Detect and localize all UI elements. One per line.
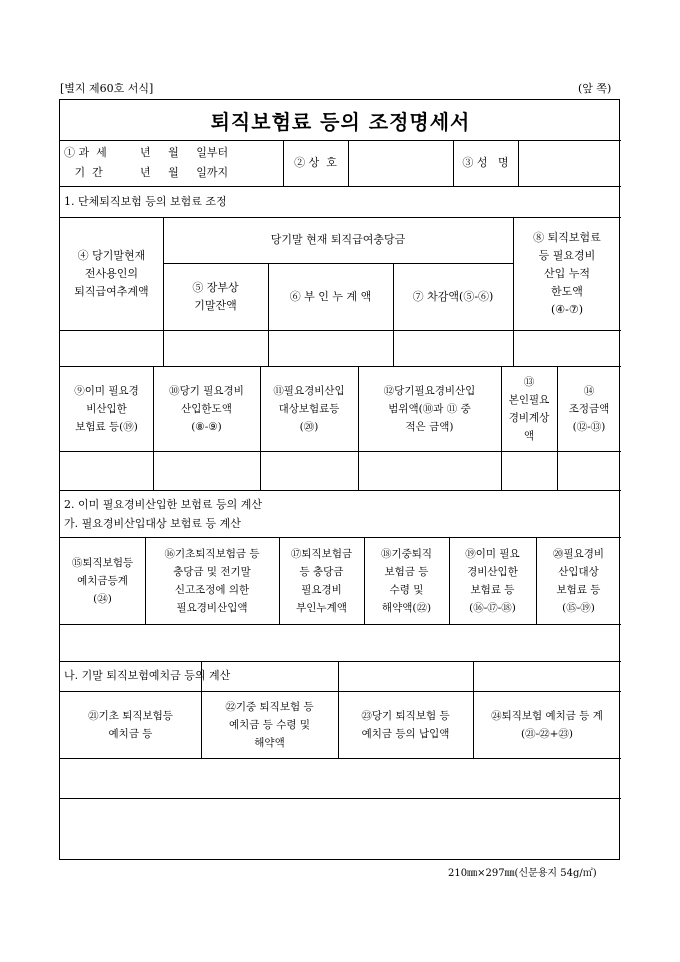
col7-value[interactable] <box>393 330 513 366</box>
reserve-group-header: 당기말 현재 퇴직급여충당금 <box>270 233 406 246</box>
col16-header: ⑯기초퇴직보험금 등 충당금 및 전기말 신고조정에 의한 필요경비산입액 <box>164 547 260 614</box>
col9-header: ⑨이미 필요경 비산입한 보험료 등(⑲) <box>74 384 139 433</box>
form-table <box>59 99 620 860</box>
company-label: ② 상 호 <box>294 156 337 169</box>
col23-value[interactable] <box>338 758 473 798</box>
section2b-title: 나. 기말 퇴직보험예치금 등의 계산 <box>64 669 231 682</box>
col18-header: ⑱기중퇴직 보험금 등 수령 및 해약액(㉒) <box>380 547 433 614</box>
col10-header: ⑩당기 필요경비 산입한도액 (⑧-⑨) <box>169 384 244 433</box>
col11-value[interactable] <box>260 451 358 490</box>
col24-value[interactable] <box>473 758 621 798</box>
col10-value[interactable] <box>153 451 260 490</box>
col4-header: ④ 당기말현재 전사용인의 퇴직급여추계액 <box>74 248 149 298</box>
page-side: (앞 쪽) <box>578 82 612 95</box>
col17-value[interactable] <box>279 624 364 661</box>
col7-header: ⑦ 차감액(⑤-⑥) <box>412 289 494 303</box>
tax-period-label: ① 과 세 기 간 <box>64 146 107 179</box>
col4-value[interactable] <box>60 330 163 366</box>
name-field[interactable] <box>518 140 621 186</box>
col13-value[interactable] <box>501 451 557 490</box>
col20-value[interactable] <box>536 624 621 661</box>
col12-header: ⑫당기필요경비산입 범위액(⑩과 ⑪ 중 적은 금액) <box>383 384 476 433</box>
col15-value[interactable] <box>60 624 145 661</box>
col6-header: ⑥ 부 인 누 계 액 <box>289 289 372 303</box>
col13-header: ⑬ 본인필요 경비계상 액 <box>508 375 550 442</box>
section2a-title: 가. 필요경비산입대상 보험료 등 계산 <box>64 516 241 530</box>
tax-period-dates: 년 월 일부터 년 월 일까지 <box>140 146 229 179</box>
col12-value[interactable] <box>358 451 501 490</box>
col14-value[interactable] <box>557 451 621 490</box>
col22-value[interactable] <box>201 758 338 798</box>
blank-area <box>60 798 621 860</box>
col5-value[interactable] <box>163 330 268 366</box>
col9-value[interactable] <box>60 451 153 490</box>
col19-value[interactable] <box>449 624 536 661</box>
col6-value[interactable] <box>268 330 393 366</box>
col22-header: ㉒기중 퇴직보험 등 예치금 등 수령 및 해약액 <box>225 700 314 749</box>
company-field[interactable] <box>348 140 453 186</box>
col19-header: ⑲이미 필요 경비산입한 보험료 등 (⑯-⑰-⑱) <box>465 547 520 614</box>
section2-title: 2. 이미 필요경비산입한 보험료 등의 계산 <box>64 497 262 511</box>
form-number: [별지 제60호 서식] <box>60 82 154 95</box>
col5-header: ⑤ 장부상 기말잔액 <box>192 280 239 312</box>
col21-header: ㉑기초 퇴직보험등 예치금 등 <box>88 709 173 740</box>
col8-value[interactable] <box>513 330 621 366</box>
name-label: ③ 성 명 <box>462 156 509 169</box>
form-title: 퇴직보험료 등의 조정명세서 <box>210 109 471 134</box>
col24-header: ㉔퇴직보험 예치금 등 계 (㉑-㉒+㉓) <box>491 709 603 740</box>
paper-size: 210㎜×297㎜(신문용지 54g/㎡) <box>448 868 597 879</box>
section2-titles <box>60 490 621 537</box>
col18-value[interactable] <box>364 624 449 661</box>
col15-header: ⑮퇴직보험등 예치금등계 (㉔) <box>71 556 134 605</box>
col23-header: ㉓당기 퇴직보험 등 예치금 등의 납입액 <box>361 709 450 740</box>
col17-header: ⑰퇴직보험금 등 충당금 필요경비 부인누계액 <box>290 547 353 614</box>
col21-value[interactable] <box>60 758 201 798</box>
col20-header: ⑳필요경비 산입대상 보험료 등 (⑮-⑲) <box>552 547 605 614</box>
section1-title: 1. 단체퇴직보험 등의 보험료 조정 <box>64 194 227 208</box>
col11-header: ⑪필요경비산입 대상보험료등 (⑳) <box>273 384 345 433</box>
col14-header: ⑭ 조정금액 (⑫-⑬) <box>568 384 610 433</box>
col16-value[interactable] <box>145 624 279 661</box>
col8-header: ⑧ 퇴직보험료 등 필요경비 산입 누적 한도액 (④-⑦) <box>533 230 601 316</box>
